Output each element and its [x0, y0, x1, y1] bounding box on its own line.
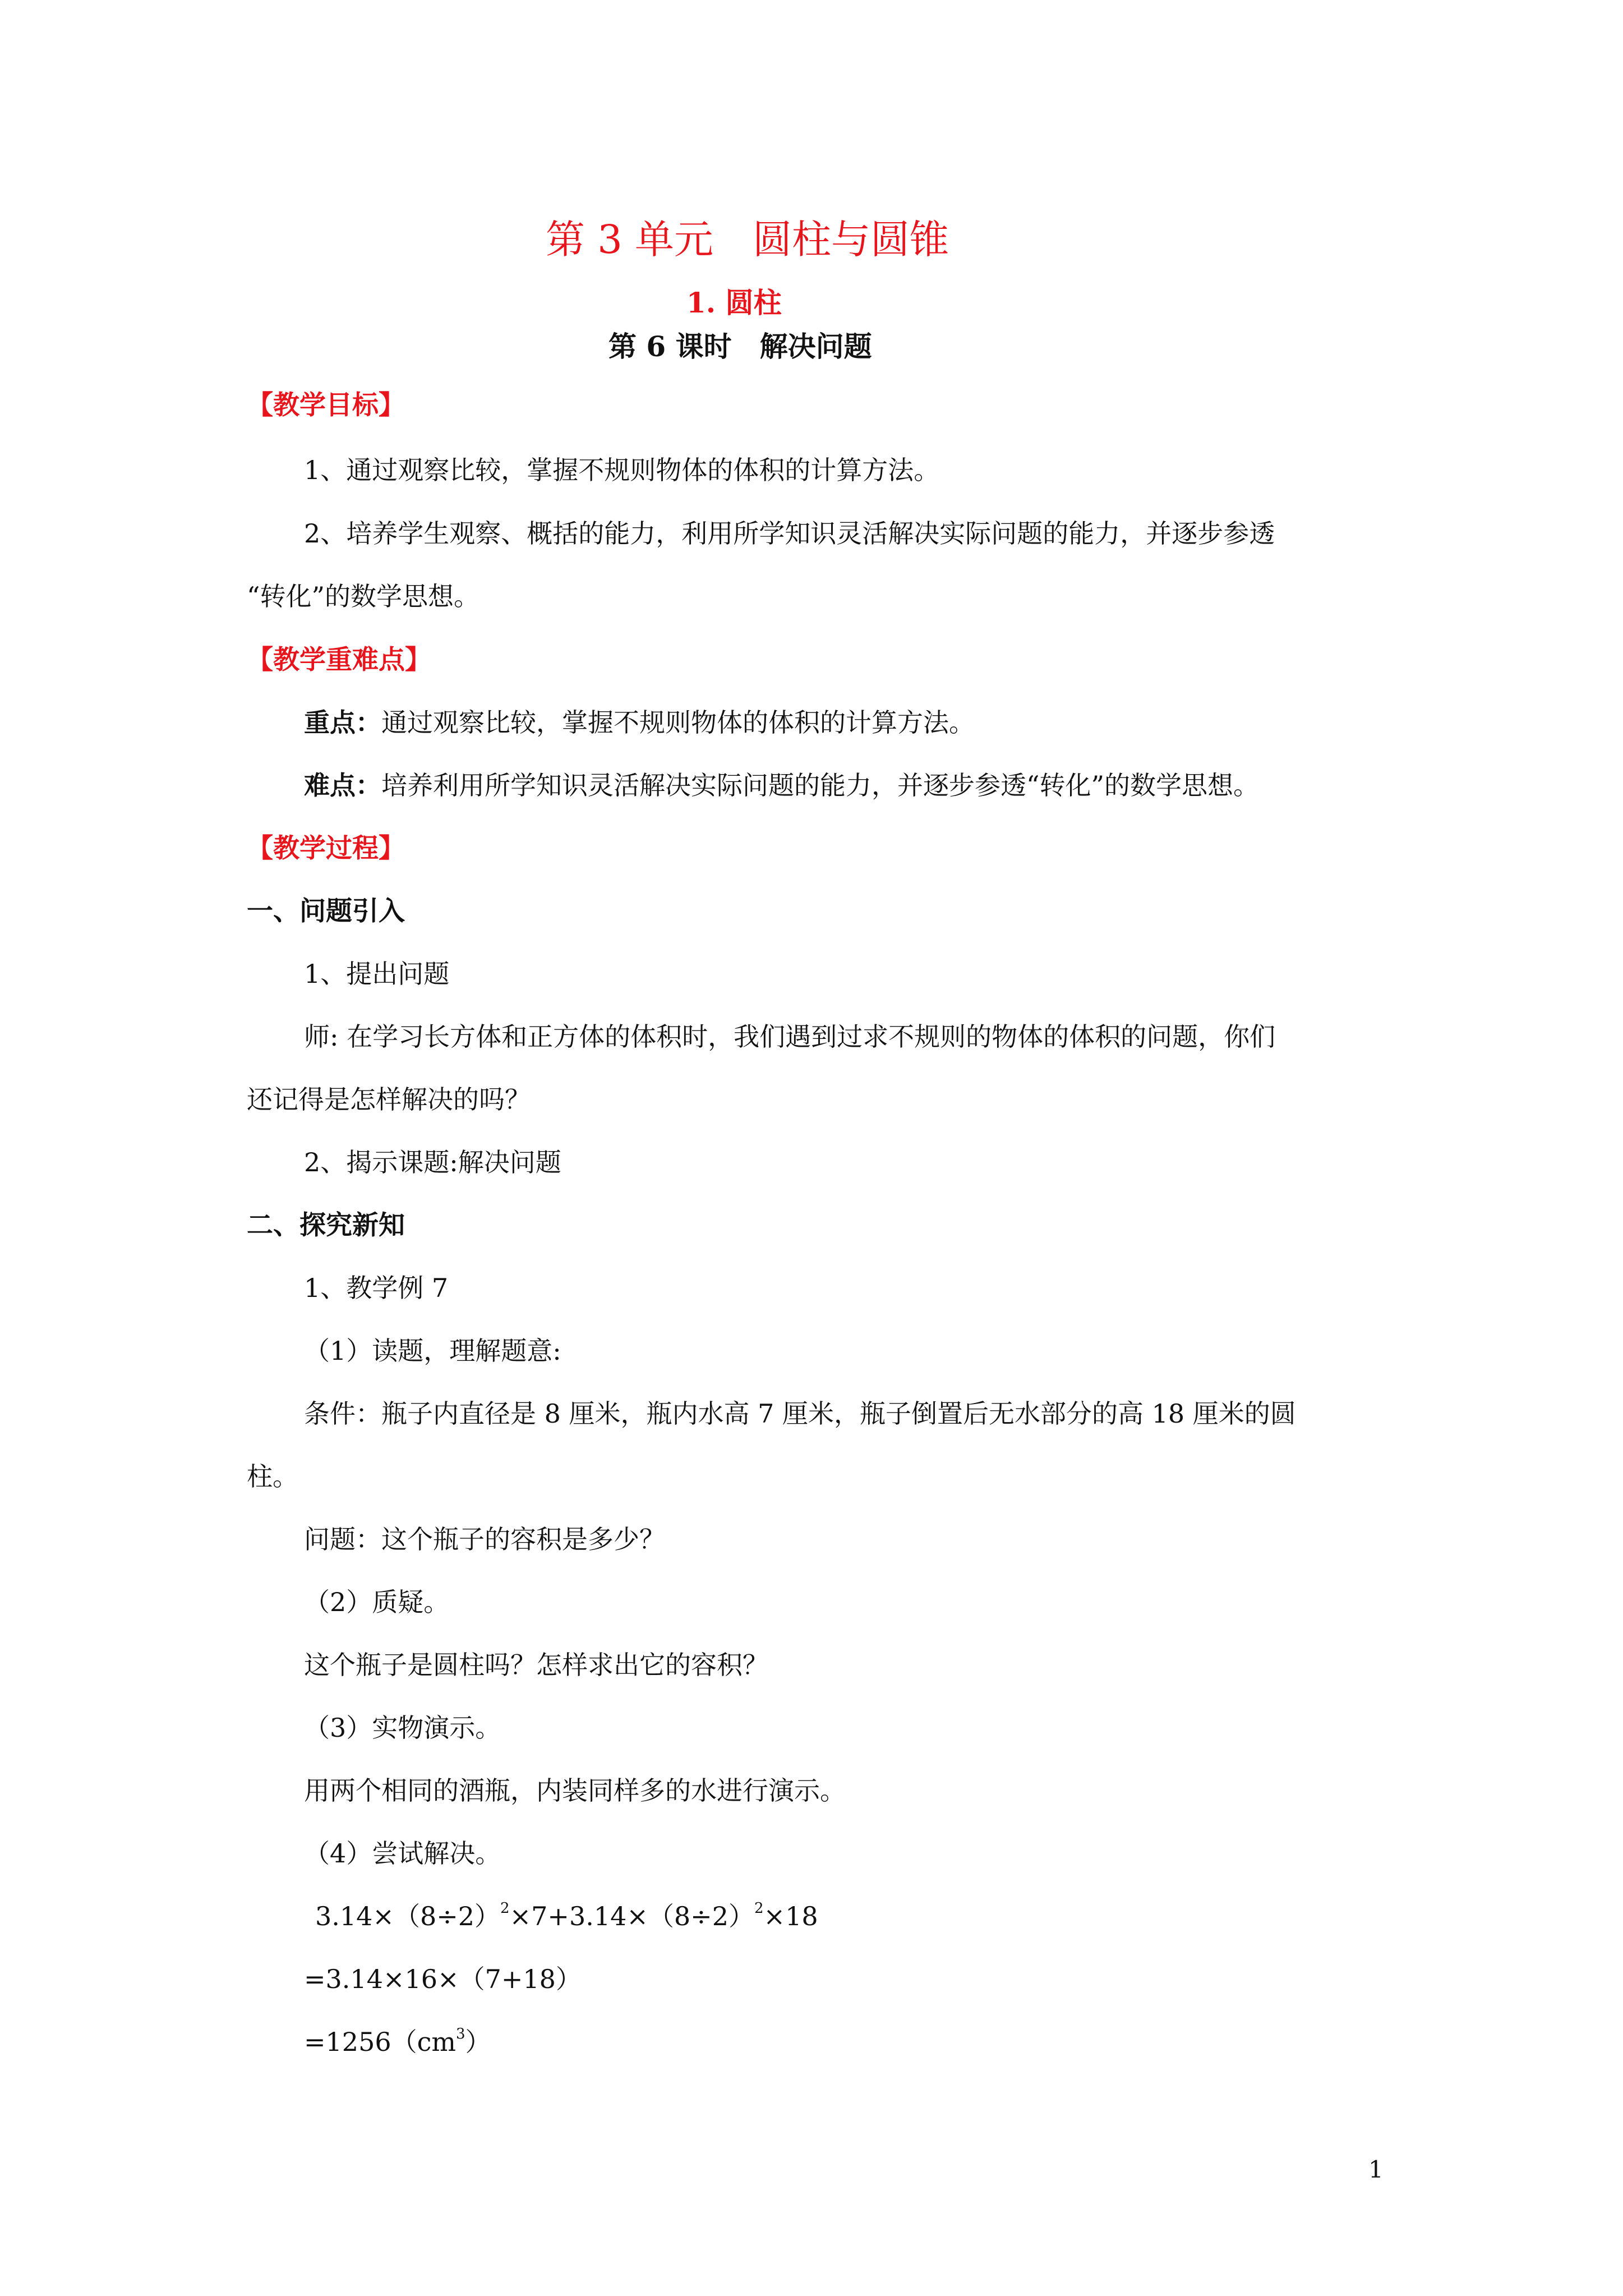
formula-exponent: 2	[754, 1900, 764, 1917]
part2-heading: 二、探究新知	[247, 1210, 405, 1241]
key-label: 重点：	[304, 707, 381, 738]
key-point-line	[304, 707, 975, 738]
part1-heading: 一、问题引入	[247, 896, 405, 927]
formula-part: 3.14×（8÷2）	[315, 1901, 501, 1931]
lesson-title: 第 6 课时 解决问题	[608, 330, 872, 363]
formula-part: ×18	[763, 1901, 818, 1931]
paragraph-line: 柱。	[247, 1461, 298, 1492]
formula-part: =1256（cm	[304, 2027, 456, 2057]
formula-exponent: 3	[456, 2026, 465, 2042]
section-subtitle: 1. 圆柱	[686, 286, 782, 319]
difficult-label: 难点：	[304, 770, 381, 800]
paragraph-line: 条件：瓶子内直径是 8 厘米，瓶内水高 7 厘米，瓶子倒置后无水部分的高 18 厘米的圆	[304, 1398, 1296, 1429]
difficult-text: 培养利用所学知识灵活解决实际问题的能力，并逐步参透“转化”的数学思想。	[381, 770, 1260, 800]
formula-line-3	[304, 2026, 491, 2057]
formula-line-1	[315, 1900, 818, 1931]
paragraph-line: 师: 在学习长方体和正方体的体积时，我们遇到过求不规则的物体的体积的问题，你们	[304, 1022, 1276, 1052]
paragraph-line: 2、揭示课题:解决问题	[304, 1147, 561, 1177]
paragraph-line: （1）读题，理解题意:	[304, 1336, 561, 1366]
paragraph-line: （4）尝试解决。	[304, 1838, 501, 1869]
paragraph-line: 这个瓶子是圆柱吗？怎样求出它的容积？	[304, 1650, 768, 1680]
difficult-point-line	[304, 772, 1259, 798]
unit-title: 第 3 单元 圆柱与圆锥	[546, 217, 949, 263]
key-points-heading: 【教学重难点】	[247, 645, 431, 675]
objective-item: 2、培养学生观察、概括的能力，利用所学知识灵活解决实际问题的能力，并逐步参透	[304, 518, 1275, 549]
formula-exponent: 2	[500, 1900, 510, 1917]
paragraph-line: （2）质疑。	[304, 1587, 450, 1617]
process-heading: 【教学过程】	[247, 833, 405, 864]
paragraph-line: 用两个相同的酒瓶，内装同样多的水进行演示。	[304, 1775, 846, 1806]
paragraph-line: 问题：这个瓶子的容积是多少？	[304, 1524, 665, 1554]
objective-item: 1、通过观察比较，掌握不规则物体的体积的计算方法。	[304, 455, 940, 485]
formula-part: ）	[465, 2027, 491, 2057]
key-text: 通过观察比较，掌握不规则物体的体积的计算方法。	[381, 707, 975, 738]
paragraph-line: （3）实物演示。	[304, 1713, 501, 1743]
formula-line-2: =3.14×16×（7+18）	[304, 1964, 582, 1994]
formula-part: ×7+3.14×（8÷2）	[509, 1901, 754, 1931]
page-number: 1	[1368, 2156, 1384, 2183]
objective-item: “转化”的数学思想。	[247, 581, 480, 611]
paragraph-line: 1、提出问题	[304, 959, 450, 989]
paragraph-line: 还记得是怎样解决的吗？	[247, 1084, 531, 1115]
paragraph-line: 1、教学例 7	[304, 1273, 449, 1303]
objectives-heading: 【教学目标】	[247, 390, 405, 421]
